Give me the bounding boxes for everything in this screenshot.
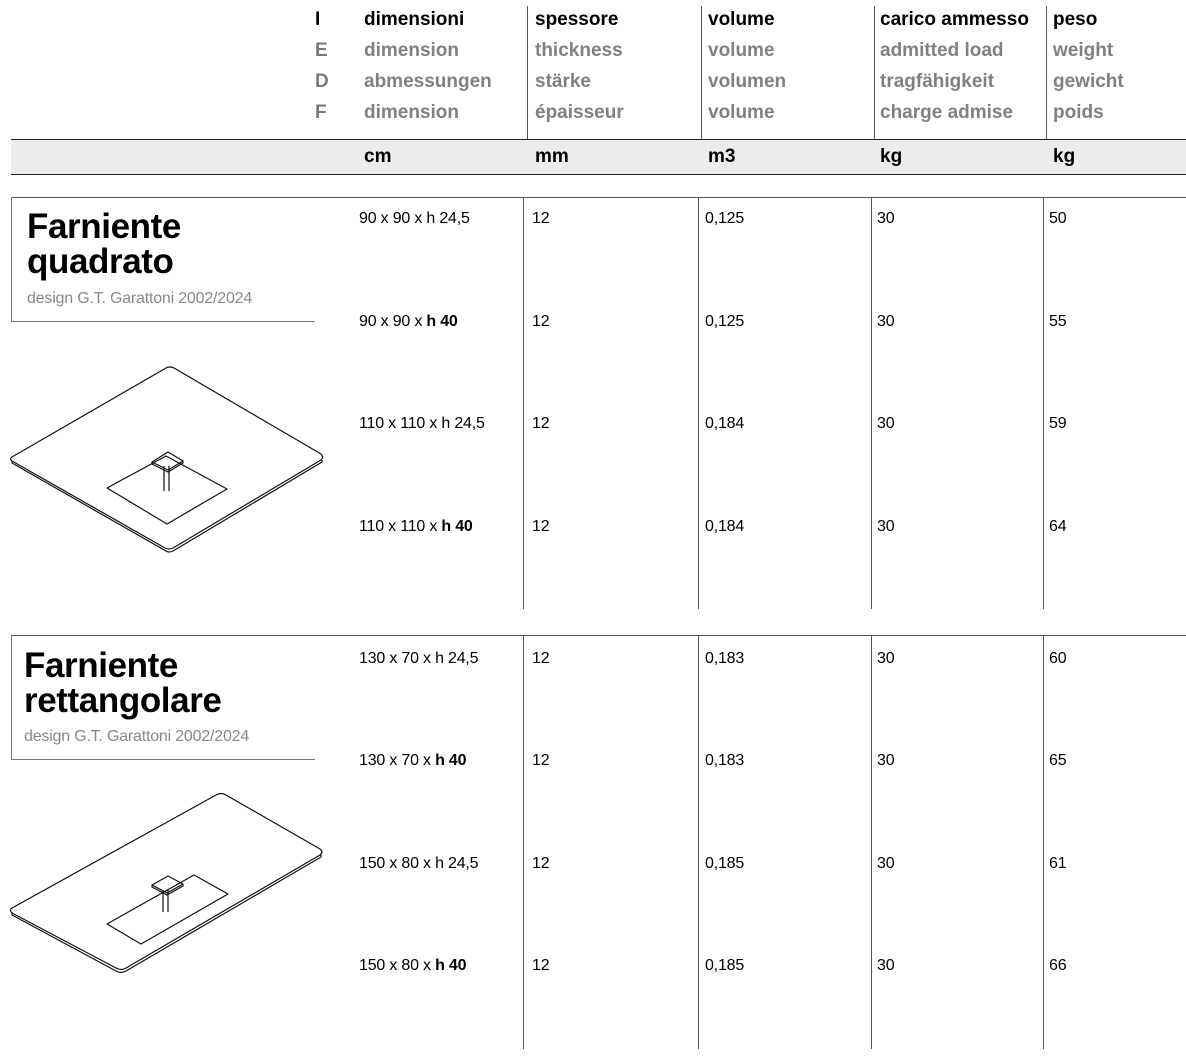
header-label: weight — [1053, 40, 1114, 61]
cell-thickness: 12 — [532, 957, 550, 974]
cell-volume: 0,125 — [705, 313, 745, 330]
column-divider — [871, 197, 872, 609]
header-divider — [701, 6, 702, 139]
header-label: volume — [708, 102, 775, 123]
cell-weight: 65 — [1049, 752, 1067, 769]
unit-band — [11, 139, 1186, 175]
cell-load: 30 — [877, 752, 895, 769]
square-table-drawing-icon — [0, 360, 330, 560]
cell-volume: 0,185 — [705, 855, 745, 872]
language-codes — [315, 9, 329, 133]
column-divider — [871, 635, 872, 1049]
header-weight — [1053, 9, 1124, 133]
rectangular-table-drawing-icon — [0, 788, 330, 978]
cell-weight: 60 — [1049, 650, 1067, 667]
unit-dimensions: cm — [364, 146, 392, 167]
dim-base: 130 x 70 x — [359, 650, 436, 667]
cell-weight: 50 — [1049, 210, 1067, 227]
header-label: tragfähigkeit — [880, 71, 995, 92]
column-divider — [1043, 635, 1044, 1049]
cell-dimensions — [359, 414, 485, 434]
dim-height: h 24,5 — [426, 210, 470, 227]
header-label: volume — [708, 9, 775, 30]
lang-code: F — [315, 102, 327, 123]
cell-volume: 0,184 — [705, 518, 745, 535]
cell-load: 30 — [877, 313, 895, 330]
column-divider — [1043, 197, 1044, 609]
product-name-line: rettangolare — [24, 681, 222, 720]
cell-weight: 64 — [1049, 518, 1067, 535]
header-thickness — [535, 9, 624, 133]
dim-base: 150 x 80 x — [359, 957, 436, 974]
header-label: charge admise — [880, 102, 1014, 123]
cell-load: 30 — [877, 650, 895, 667]
dim-height: h 40 — [426, 313, 458, 330]
cell-dimensions — [359, 209, 470, 229]
dim-height: h 24,5 — [435, 855, 479, 872]
cell-weight: 66 — [1049, 957, 1067, 974]
header-label: abmessungen — [364, 71, 492, 92]
cell-dimensions — [359, 649, 478, 669]
unit-load: kg — [880, 146, 903, 167]
lang-code: I — [315, 9, 321, 30]
cell-thickness: 12 — [532, 855, 550, 872]
header-label: peso — [1053, 9, 1098, 30]
cell-dimensions — [359, 751, 466, 771]
cell-volume: 0,183 — [705, 650, 745, 667]
cell-dimensions — [359, 312, 458, 332]
header-label: spessore — [535, 9, 619, 30]
product-name-line: Farniente — [27, 207, 181, 246]
column-divider — [698, 635, 699, 1049]
header-load — [880, 9, 1029, 133]
cell-load: 30 — [877, 415, 895, 432]
unit-weight: kg — [1053, 146, 1076, 167]
cell-volume: 0,185 — [705, 957, 745, 974]
cell-thickness: 12 — [532, 313, 550, 330]
dim-height: h 24,5 — [435, 650, 479, 667]
column-divider — [523, 197, 524, 609]
product-title — [24, 648, 221, 718]
cell-weight: 55 — [1049, 313, 1067, 330]
cell-volume: 0,183 — [705, 752, 745, 769]
dim-height: h 40 — [435, 957, 467, 974]
header-label: stärke — [535, 71, 591, 92]
product-name-line: quadrato — [27, 242, 174, 281]
dim-base: 130 x 70 x — [359, 752, 436, 769]
lang-code: E — [315, 40, 328, 61]
header-label: dimension — [364, 102, 460, 123]
dim-base: 90 x 90 x — [359, 210, 427, 227]
product-title — [27, 209, 181, 279]
dim-base: 90 x 90 x — [359, 313, 427, 330]
cell-dimensions — [359, 854, 478, 874]
header-label: volumen — [708, 71, 787, 92]
dim-height: h 24,5 — [441, 415, 485, 432]
cell-load: 30 — [877, 518, 895, 535]
dim-base: 110 x 110 x — [359, 518, 442, 535]
header-label: poids — [1053, 102, 1104, 123]
column-divider — [698, 197, 699, 609]
product-name-line: Farniente — [24, 646, 178, 685]
cell-thickness: 12 — [532, 650, 550, 667]
cell-weight: 61 — [1049, 855, 1067, 872]
cell-load: 30 — [877, 855, 895, 872]
product-designer: design G.T. Garattoni 2002/2024 — [24, 728, 250, 745]
header-label: gewicht — [1053, 71, 1124, 92]
header-label: volume — [708, 40, 775, 61]
cell-thickness: 12 — [532, 415, 550, 432]
header-volume — [708, 9, 786, 133]
header-label: dimension — [364, 40, 460, 61]
dim-height: h 40 — [441, 518, 473, 535]
cell-volume: 0,125 — [705, 210, 745, 227]
cell-thickness: 12 — [532, 518, 550, 535]
dim-base: 110 x 110 x — [359, 415, 442, 432]
header-label: thickness — [535, 40, 623, 61]
cell-thickness: 12 — [532, 210, 550, 227]
dim-height: h 40 — [435, 752, 467, 769]
cell-weight: 59 — [1049, 415, 1067, 432]
cell-dimensions — [359, 517, 473, 537]
header-divider — [874, 6, 875, 139]
cell-load: 30 — [877, 957, 895, 974]
cell-load: 30 — [877, 210, 895, 227]
header-dimensions — [364, 9, 492, 133]
unit-thickness: mm — [535, 146, 569, 167]
header-label: admitted load — [880, 40, 1004, 61]
header-divider — [1046, 6, 1047, 139]
header-label: dimensioni — [364, 9, 465, 30]
dim-base: 150 x 80 x — [359, 855, 436, 872]
cell-thickness: 12 — [532, 752, 550, 769]
cell-dimensions — [359, 956, 466, 976]
lang-code: D — [315, 71, 329, 92]
unit-volume: m3 — [708, 146, 736, 167]
header-label: épaisseur — [535, 102, 624, 123]
column-divider — [523, 635, 524, 1049]
header-divider — [527, 6, 528, 139]
product-designer: design G.T. Garattoni 2002/2024 — [27, 290, 253, 307]
header-label: carico ammesso — [880, 9, 1029, 30]
cell-volume: 0,184 — [705, 415, 745, 432]
